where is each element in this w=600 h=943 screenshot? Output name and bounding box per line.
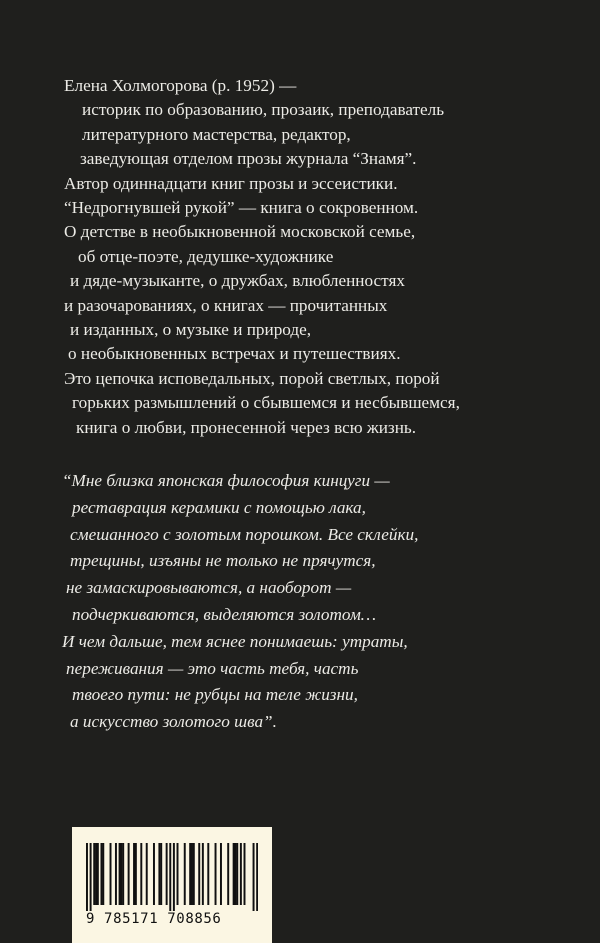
barcode-bar xyxy=(122,843,124,905)
isbn-number: 9 785171 708856 xyxy=(86,911,222,927)
barcode-bar xyxy=(173,843,175,911)
barcode-bar xyxy=(115,843,117,905)
barcode-icon xyxy=(86,843,258,911)
quote-line: “Мне близка японская философия кинцуги — xyxy=(62,471,390,490)
barcode-bar xyxy=(153,843,155,905)
quote-line: подчеркиваются, выделяются золотом… xyxy=(72,604,377,624)
barcode-bar xyxy=(146,843,148,905)
barcode-bar xyxy=(207,843,209,905)
barcode-bar xyxy=(133,843,135,905)
quote-line: твоего пути: не рубцы на теле жизни, xyxy=(72,685,358,705)
barcode-panel xyxy=(72,827,272,943)
barcode-bar xyxy=(191,843,193,905)
barcode-bar xyxy=(244,843,246,905)
quote-line: И чем дальше, тем яснее понимаешь: утраты, xyxy=(62,631,408,651)
barcode-bar xyxy=(233,843,235,905)
bio-line: О детстве в необыкновенной московской семье, xyxy=(64,222,416,242)
barcode-bar xyxy=(95,843,97,905)
bio-line: заведующая отделом прозы журнала “Знамя”. xyxy=(80,149,417,169)
barcode-bar xyxy=(189,843,191,905)
bio-line: Елена Холмогорова (р. 1952) — xyxy=(64,76,297,95)
barcode-bar xyxy=(160,843,162,905)
bio-line: Автор одиннадцати книг прозы и эссеистики. xyxy=(64,173,398,193)
barcode-bar xyxy=(86,843,88,911)
quote-line: реставрация керамики с помощью лака, xyxy=(72,497,366,517)
barcode-bar xyxy=(236,843,238,905)
bio-line: и изданных, о музыке и природе, xyxy=(70,320,312,340)
bio-line: книга о любви, пронесенной через всю жизнь. xyxy=(76,417,417,437)
bio-line: историк по образованию, прозаик, преподаватель xyxy=(82,100,445,120)
barcode-bar xyxy=(135,843,137,905)
bio-line: “Недрогнувшей рукой” — книга о сокровенном. xyxy=(64,198,419,218)
bio-line: о необыкновенных встречах и путешествиях. xyxy=(68,344,401,364)
bio-line: об отце-поэте, дедушке-художнике xyxy=(78,246,334,266)
barcode-bar xyxy=(140,843,142,905)
barcode-bar xyxy=(234,843,236,905)
barcode-bar xyxy=(220,843,222,905)
barcode-bar xyxy=(119,843,121,905)
author-quote xyxy=(62,468,562,736)
barcode-bar xyxy=(120,843,122,905)
barcode-bar xyxy=(97,843,99,905)
quote-line: трещины, изъяны не только не прячутся, xyxy=(70,551,376,571)
barcode-bar xyxy=(128,843,130,905)
barcode-bar xyxy=(177,843,179,905)
barcode-bar xyxy=(90,843,92,911)
quote-line: переживания — это часть тебя, часть xyxy=(66,658,359,678)
barcode-bar xyxy=(110,843,112,905)
quote-line: не замаскировываются, а наоборот — xyxy=(66,578,352,598)
bio-line: горьких размышлений о сбывшемся и несбывшемся, xyxy=(72,393,460,413)
barcode-bar xyxy=(184,843,186,905)
barcode-bar xyxy=(169,843,171,911)
barcode-bar xyxy=(100,843,102,905)
barcode-bar xyxy=(202,843,204,905)
barcode-bar xyxy=(166,843,168,905)
barcode-bar xyxy=(93,843,95,905)
barcode-bar xyxy=(253,843,255,911)
barcode-bar xyxy=(193,843,195,905)
barcode-bar xyxy=(215,843,217,905)
barcode-bar xyxy=(256,843,258,911)
bio-line: и разочарованиях, о книгах — прочитанных xyxy=(64,295,388,315)
barcode-bar xyxy=(227,843,229,905)
barcode-bar xyxy=(158,843,160,905)
author-bio xyxy=(64,74,564,440)
barcode-bar xyxy=(240,843,242,905)
barcode-bar xyxy=(198,843,200,905)
quote-line: смешанного с золотым порошком. Все склейки, xyxy=(70,524,419,544)
quote-line: а искусство золотого шва”. xyxy=(70,712,277,732)
bio-line: и дяде-музыканте, о дружбах, влюбленностях xyxy=(70,271,405,291)
barcode-bar xyxy=(102,843,104,905)
bio-line: литературного мастерства, редактор, xyxy=(82,124,351,144)
bio-line: Это цепочка исповедальных, порой светлых, порой xyxy=(64,368,440,388)
